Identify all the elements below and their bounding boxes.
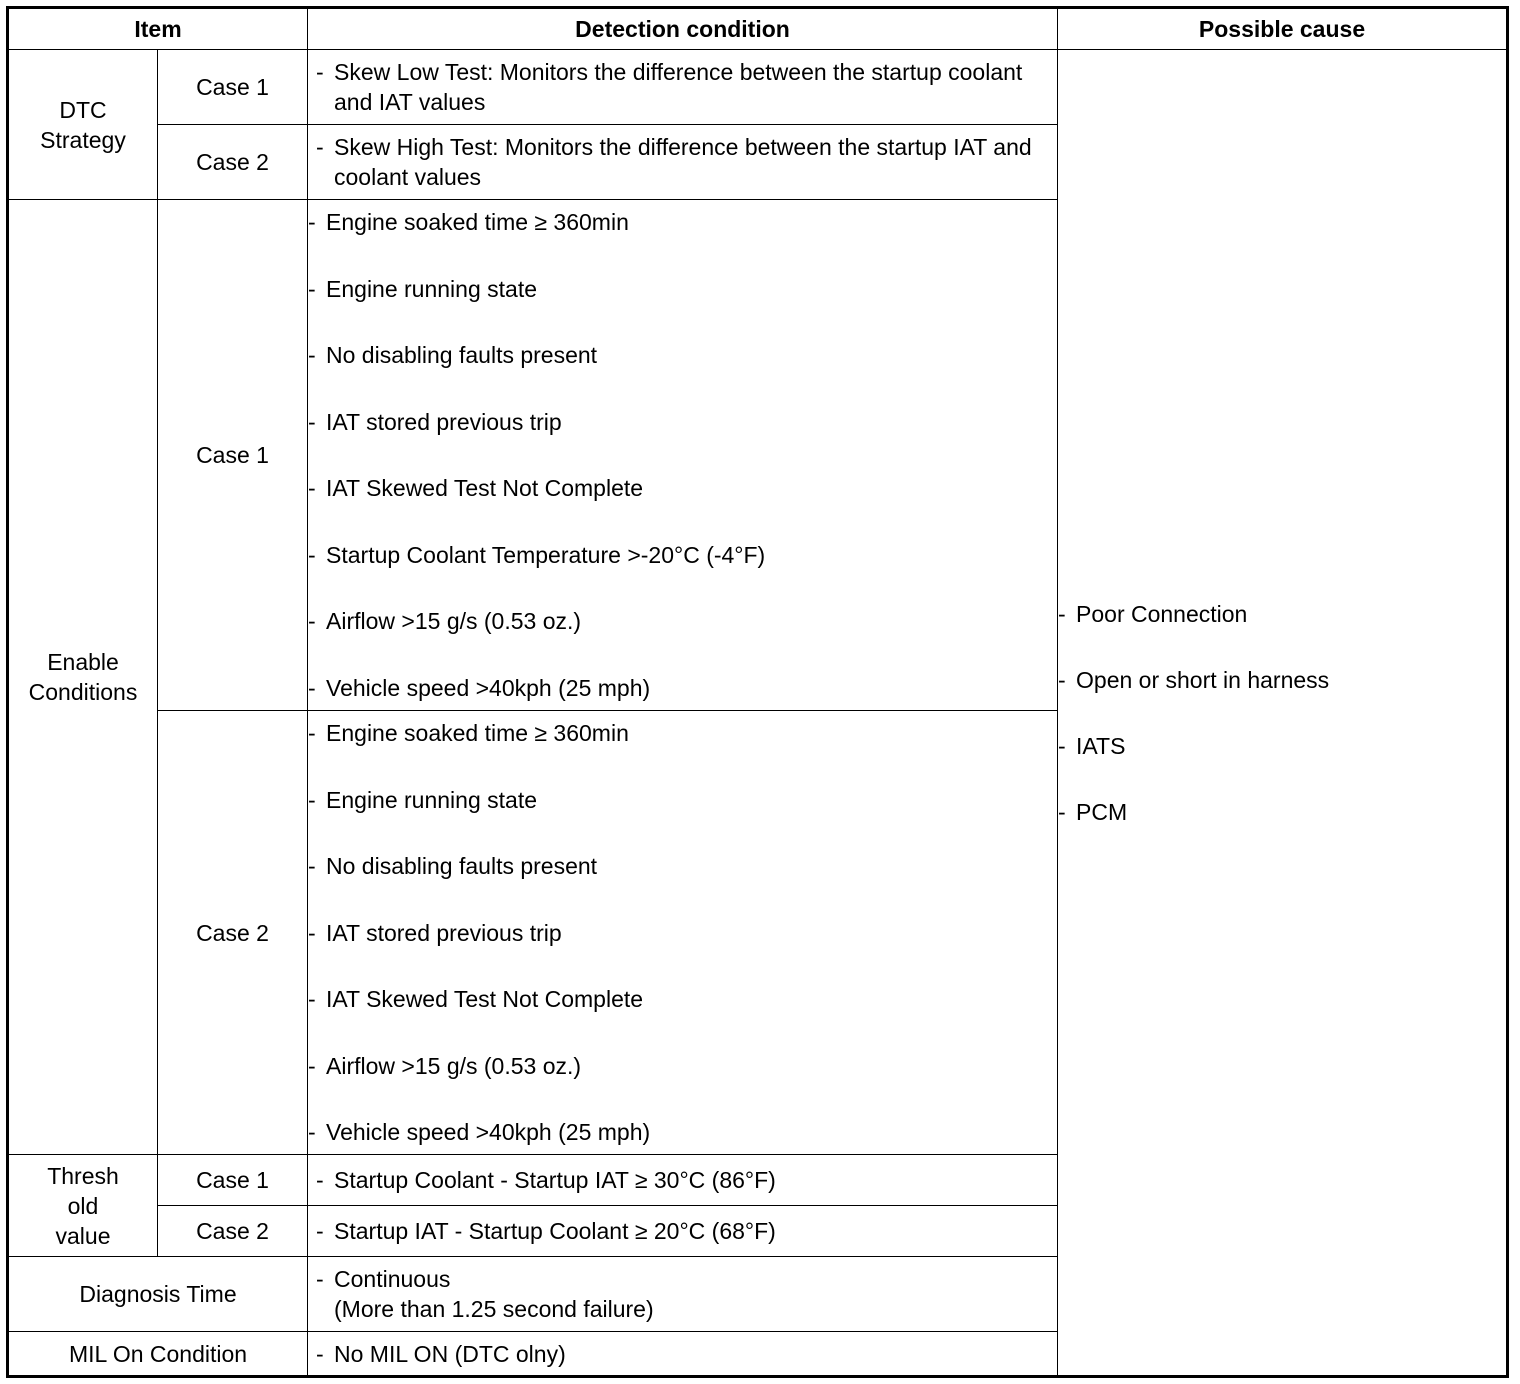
bullet-dash: - — [308, 475, 316, 502]
bullet-dash: - — [316, 1218, 324, 1244]
condition-text: Engine running state — [326, 275, 538, 302]
cause-item: Open or short in harness — [1076, 666, 1330, 693]
detection-cell — [308, 711, 1058, 1155]
bullet-dash: - — [308, 853, 316, 879]
bullet-dash: - — [1058, 666, 1066, 693]
condition-text: IAT Skewed Test Not Complete — [326, 475, 644, 502]
dtc-strategy-label: DTC Strategy — [8, 50, 158, 200]
condition-text: No disabling faults present — [326, 853, 598, 879]
cause-item: Poor Connection — [1076, 600, 1248, 627]
possible-cause-cell — [1058, 50, 1508, 1377]
bullet-dash: - — [308, 919, 316, 946]
bullet-dash: - — [308, 1119, 316, 1145]
bullet-dash: - — [316, 1266, 324, 1292]
mil-condition-label: MIL On Condition — [8, 1332, 308, 1377]
bullet-dash: - — [308, 786, 316, 813]
table-row — [8, 50, 1508, 125]
condition-text: Engine soaked time ≥ 360min — [326, 720, 629, 746]
header-row — [8, 8, 1508, 50]
bullet-dash: - — [308, 608, 316, 635]
header-detection: Detection condition — [308, 8, 1058, 50]
case-label: Case 1 — [158, 1155, 308, 1206]
bullet-dash: - — [308, 275, 316, 302]
condition-text: Startup IAT - Startup Coolant ≥ 20°C (68°F) — [334, 1218, 776, 1244]
dtc-table — [6, 6, 1509, 1378]
condition-text: No disabling faults present — [326, 342, 598, 369]
bullet-dash: - — [1058, 600, 1066, 627]
condition-text: Airflow >15 g/s (0.53 oz.) — [326, 608, 582, 635]
bullet-dash: - — [308, 408, 316, 435]
condition-text: Vehicle speed >40kph (25 mph) — [326, 674, 651, 701]
condition-text: Airflow >15 g/s (0.53 oz.) — [326, 1052, 582, 1079]
condition-text: Engine soaked time ≥ 360min — [326, 209, 629, 236]
condition-text: Startup Coolant Temperature >-20°C (-4°F) — [326, 541, 766, 568]
condition-text: No MIL ON (DTC olny) — [334, 1340, 566, 1367]
case-label: Case 2 — [158, 711, 308, 1155]
cause-item: PCM — [1076, 798, 1128, 825]
bullet-dash: - — [308, 342, 316, 369]
threshold-label: Thresh old value — [8, 1155, 158, 1257]
case-label: Case 1 — [158, 200, 308, 711]
bullet-dash: - — [1058, 732, 1066, 759]
bullet-dash: - — [316, 59, 324, 85]
case-label: Case 1 — [158, 50, 308, 125]
detection-cell — [308, 200, 1058, 711]
condition-text: Startup Coolant - Startup IAT ≥ 30°C (86°F) — [334, 1167, 776, 1193]
bullet-dash: - — [308, 986, 316, 1012]
bullet-dash: - — [308, 1052, 316, 1079]
bullet-dash: - — [308, 209, 316, 236]
condition-text: Continuous (More than 1.25 second failure) — [334, 1266, 654, 1322]
condition-text: IAT Skewed Test Not Complete — [326, 986, 644, 1012]
condition-text: Skew High Test: Monitors the difference between the startup IAT and coolant values — [334, 134, 1032, 190]
case-label: Case 2 — [158, 125, 308, 200]
bullet-dash: - — [316, 1167, 324, 1193]
bullet-dash: - — [308, 541, 316, 568]
bullet-dash: - — [308, 720, 316, 746]
condition-text: Vehicle speed >40kph (25 mph) — [326, 1119, 651, 1145]
case-label: Case 2 — [158, 1206, 308, 1257]
detection-cell — [308, 1155, 1058, 1206]
cause-item: IATS — [1076, 732, 1126, 759]
detection-cell — [308, 125, 1058, 200]
diagnosis-time-label: Diagnosis Time — [8, 1257, 308, 1332]
condition-text: IAT stored previous trip — [326, 919, 562, 946]
bullet-dash: - — [308, 674, 316, 701]
header-cause: Possible cause — [1058, 8, 1508, 50]
enable-conditions-label: Enable Conditions — [8, 200, 158, 1155]
bullet-dash: - — [316, 134, 324, 160]
bullet-dash: - — [1058, 798, 1066, 825]
detection-cell — [308, 1206, 1058, 1257]
condition-text: Engine running state — [326, 786, 538, 813]
detection-cell — [308, 1332, 1058, 1377]
condition-text: Skew Low Test: Monitors the difference between the startup coolant and IAT values — [334, 59, 1023, 115]
detection-cell — [308, 1257, 1058, 1332]
bullet-dash: - — [316, 1340, 324, 1367]
detection-cell — [308, 50, 1058, 125]
header-item: Item — [8, 8, 308, 50]
condition-text: IAT stored previous trip — [326, 408, 562, 435]
